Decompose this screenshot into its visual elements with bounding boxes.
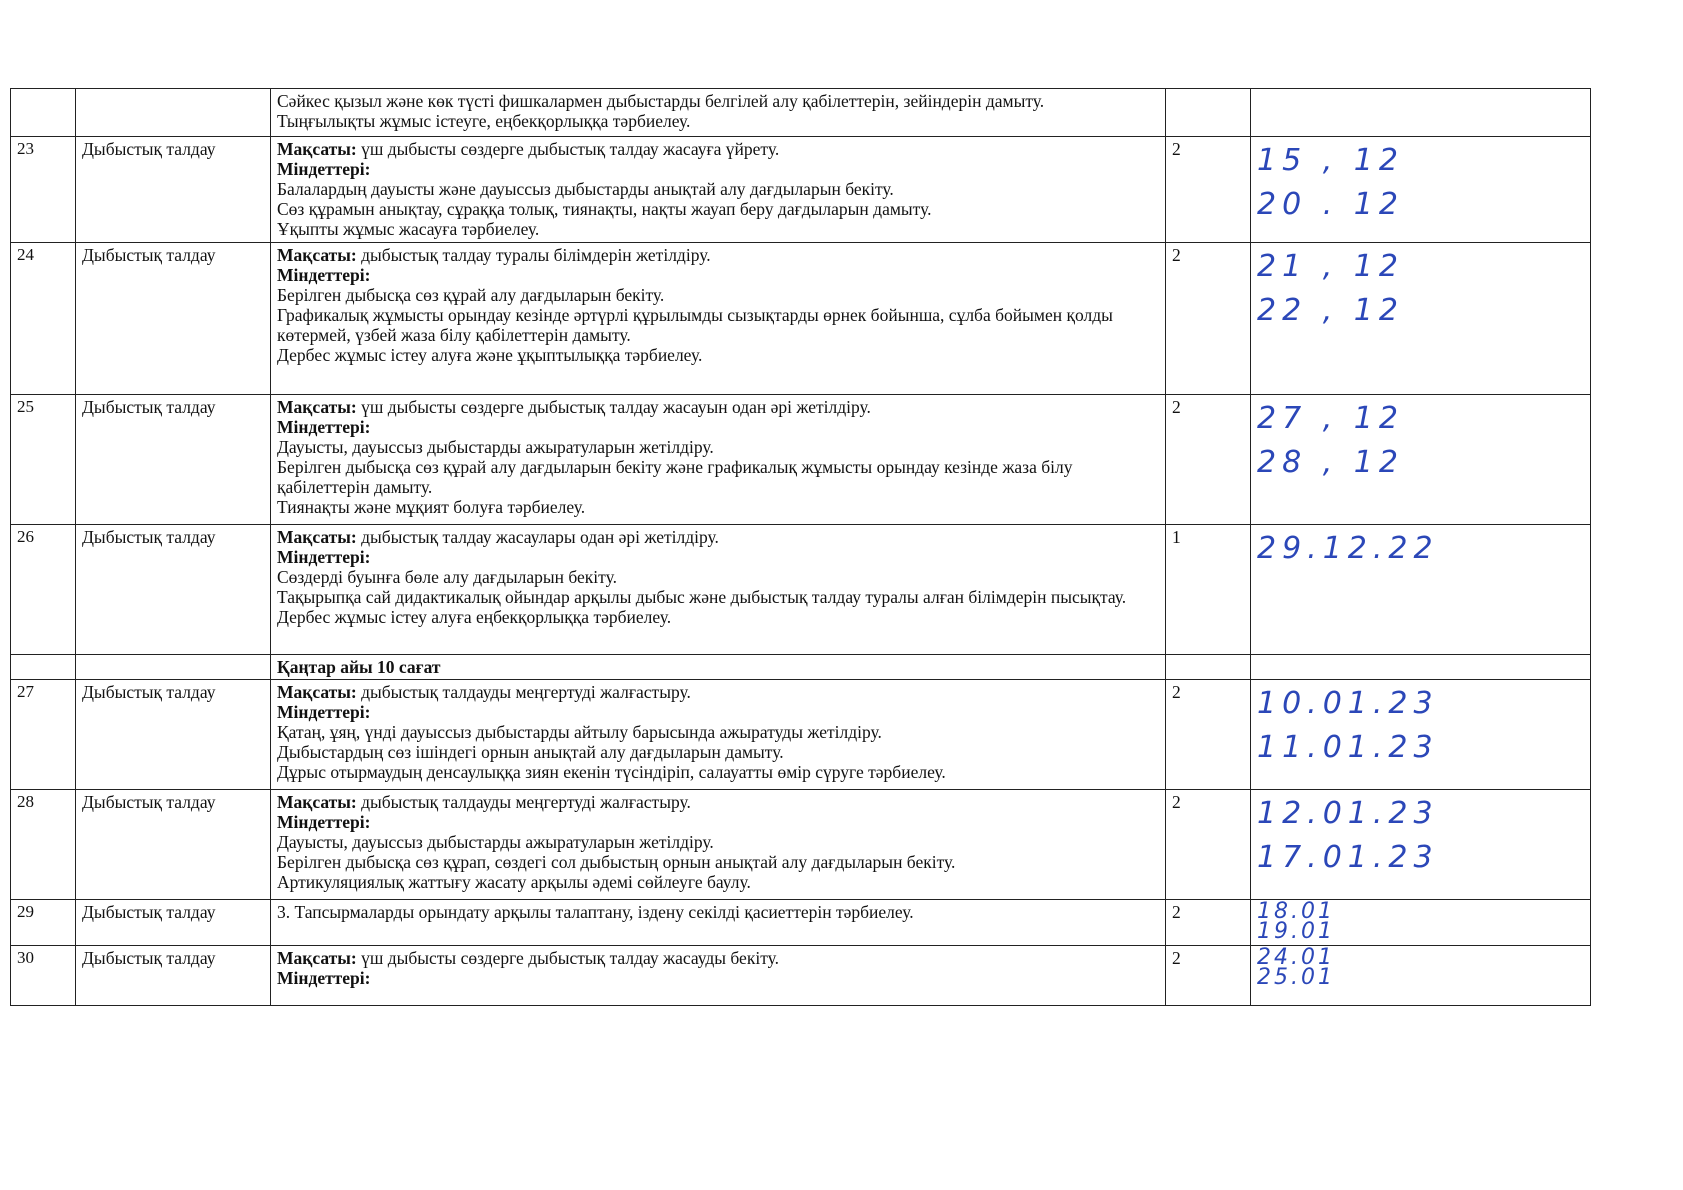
tasks-label: Міндеттері:: [277, 812, 371, 832]
goal-text: дыбыстық талдауды меңгертуді жалғастыру.: [356, 682, 691, 702]
lesson-number-cell: 30: [11, 946, 76, 1006]
task-line: Дауысты, дауыссыз дыбыстарды ажыратуларын жетілдіру.: [277, 437, 714, 457]
goal-line: [277, 792, 1160, 812]
lesson-row: [11, 89, 1591, 137]
task-line: Сөз құрамын анықтау, сұраққа толық, тиянақты, нақты жауап беру дағдыларын дамыту.: [277, 199, 932, 219]
goal-label: Мақсаты:: [277, 792, 357, 812]
date-cell: [1251, 900, 1591, 946]
hours-cell: 2: [1166, 790, 1251, 900]
date-cell: [1251, 655, 1591, 680]
hours-cell: [1166, 655, 1251, 680]
date-cell: [1251, 946, 1591, 1006]
handwritten-date: 20 . 12: [1257, 187, 1404, 222]
goal-line: [277, 948, 1160, 968]
lesson-row: [11, 946, 1591, 1006]
goal-text: үш дыбысты сөздерге дыбыстық талдау жасауға үйрету.: [356, 139, 780, 159]
task-line: Берілген дыбысқа сөз құрап, сөздегі сол дыбыстың орнын анықтай алу дағдыларын бекіту.: [277, 852, 956, 872]
lesson-number-cell: [11, 89, 76, 137]
task-line: Сөздерді буынға бөле алу дағдыларын бекіту.: [277, 567, 617, 587]
task-line: Қатаң, ұяң, үнді дауыссыз дыбыстарды айтылу барысында ажыратуды жетілдіру.: [277, 722, 882, 742]
hours-cell: 2: [1166, 395, 1251, 525]
lesson-topic-cell: Дыбыстық талдау: [76, 946, 271, 1006]
lesson-plan-body: [11, 89, 1591, 1006]
lesson-number-cell: 23: [11, 137, 76, 243]
handwritten-date: 12.01.23: [1257, 796, 1439, 831]
lesson-row: [11, 137, 1591, 243]
date-cell: [1251, 137, 1591, 243]
lesson-row: [11, 900, 1591, 946]
date-cell: [1251, 243, 1591, 395]
month-header-row: [11, 655, 1591, 680]
handwritten-date: 28 , 12: [1257, 445, 1404, 480]
lesson-row: [11, 525, 1591, 655]
hours-cell: 1: [1166, 525, 1251, 655]
task-line: Дербес жұмыс істеу алуға еңбекқорлыққа тәрбиелеу.: [277, 607, 672, 627]
goal-text: дыбыстық талдау жасаулары одан әрі жетілдіру.: [356, 527, 719, 547]
goal-label: Мақсаты:: [277, 397, 357, 417]
goal-line: [277, 397, 1160, 417]
lesson-topic-cell: [76, 89, 271, 137]
handwritten-date: 17.01.23: [1257, 840, 1439, 875]
task-line: Дыбыстардың сөз ішіндегі орнын анықтай алу дағдыларын дамыту.: [277, 742, 784, 762]
task-line: Артикуляциялық жаттығу жасату арқылы әдемі сөйлеуге баулу.: [277, 872, 751, 892]
hours-cell: 2: [1166, 137, 1251, 243]
goal-label: Мақсаты:: [277, 682, 357, 702]
task-line: Берілген дыбысқа сөз құрай алу дағдыларын бекіту.: [277, 285, 665, 305]
tasks-label: Міндеттері:: [277, 547, 371, 567]
tasks-label: Міндеттері:: [277, 968, 371, 988]
date-cell: [1251, 395, 1591, 525]
lesson-content-cell: [271, 946, 1166, 1006]
handwritten-date: 21 , 12: [1257, 249, 1404, 284]
lesson-topic-cell: Дыбыстық талдау: [76, 395, 271, 525]
task-line: Графикалық жұмысты орындау кезінде әртүрлі құрылымды сызықтарды өрнек бойынша, сұлба бойымен қолды көтермей, үзбей жаза білу қабілеттерін дамыту.: [277, 305, 1113, 345]
task-line: Тақырыпқа сай дидактикалық ойындар арқылы дыбыс және дыбыстық талдау туралы алған білімдерін пысықтау.: [277, 587, 1127, 607]
hours-cell: 2: [1166, 680, 1251, 790]
task-line: Берілген дыбысқа сөз құрай алу дағдыларын бекіту және графикалық жұмысты орындау кезінде жаза білу қабілеттерін дамыту.: [277, 457, 1073, 497]
goal-text: үш дыбысты сөздерге дыбыстық талдау жасауын одан әрі жетілдіру.: [356, 397, 871, 417]
lesson-number-cell: 29: [11, 900, 76, 946]
handwritten-date: 29.12.22: [1257, 531, 1439, 566]
date-cell: [1251, 89, 1591, 137]
hours-cell: 2: [1166, 900, 1251, 946]
lesson-content-cell: [271, 790, 1166, 900]
lesson-topic-cell: [76, 655, 271, 680]
date-cell: [1251, 790, 1591, 900]
goal-line: [277, 139, 1160, 159]
lesson-number-cell: [11, 655, 76, 680]
lesson-content-cell: [271, 900, 1166, 946]
task-line: Дербес жұмыс істеу алуға және ұқыптылыққа тәрбиелеу.: [277, 345, 703, 365]
tasks-label: Міндеттері:: [277, 417, 371, 437]
task-line: Дауысты, дауыссыз дыбыстарды ажыратуларын жетілдіру.: [277, 832, 714, 852]
tasks-label: Міндеттері:: [277, 702, 371, 722]
date-cell: [1251, 680, 1591, 790]
lesson-topic-cell: Дыбыстық талдау: [76, 900, 271, 946]
month-label: Қаңтар айы 10 сағат: [277, 657, 441, 677]
lesson-topic-cell: Дыбыстық талдау: [76, 680, 271, 790]
lesson-row: [11, 243, 1591, 395]
task-line: Дұрыс отырмаудың денсаулыққа зиян екенін түсіндіріп, салауатты өмір сүруге тәрбиелеу.: [277, 762, 946, 782]
goal-text: үш дыбысты сөздерге дыбыстық талдау жасауды бекіту.: [356, 948, 779, 968]
date-cell: [1251, 525, 1591, 655]
lesson-content-cell: [271, 525, 1166, 655]
goal-label: Мақсаты:: [277, 245, 357, 265]
hours-cell: 2: [1166, 946, 1251, 1006]
hours-cell: 2: [1166, 243, 1251, 395]
tasks-label: Міндеттері:: [277, 265, 371, 285]
task-line: Ұқыпты жұмыс жасауға тәрбиелеу.: [277, 219, 540, 239]
lesson-row: [11, 680, 1591, 790]
goal-label: Мақсаты:: [277, 948, 357, 968]
goal-line: [277, 527, 1160, 547]
lesson-content-cell: [271, 243, 1166, 395]
lesson-content-cell: [271, 137, 1166, 243]
task-line: Балалардың дауысты және дауыссыз дыбыстарды анықтай алу дағдыларын бекіту.: [277, 179, 894, 199]
handwritten-date: 18.01: [1257, 899, 1335, 924]
lesson-topic-cell: Дыбыстық талдау: [76, 790, 271, 900]
handwritten-date: 24.01: [1257, 945, 1335, 970]
goal-text: дыбыстық талдау туралы білімдерін жетілдіру.: [356, 245, 711, 265]
handwritten-date: 15 , 12: [1257, 143, 1404, 178]
lesson-number-cell: 27: [11, 680, 76, 790]
task-line: Тиянақты және мұқият болуға тәрбиелеу.: [277, 497, 586, 517]
handwritten-date: 25.01: [1257, 965, 1335, 990]
lesson-number-cell: 24: [11, 243, 76, 395]
tasks-label: Міндеттері:: [277, 159, 371, 179]
month-header-cell: [271, 655, 1166, 680]
goal-line: [277, 682, 1160, 702]
handwritten-date: 10.01.23: [1257, 686, 1439, 721]
hours-cell: [1166, 89, 1251, 137]
goal-label: Мақсаты:: [277, 527, 357, 547]
task-line: Тыңғылықты жұмыс істеуге, еңбекқорлыққа тәрбиелеу.: [277, 111, 691, 131]
lesson-row: [11, 790, 1591, 900]
lesson-topic-cell: Дыбыстық талдау: [76, 525, 271, 655]
goal-text: дыбыстық талдауды меңгертуді жалғастыру.: [356, 792, 691, 812]
handwritten-date: 11.01.23: [1257, 730, 1439, 765]
lesson-topic-cell: Дыбыстық талдау: [76, 137, 271, 243]
handwritten-date: 27 , 12: [1257, 401, 1404, 436]
goal-label: Мақсаты:: [277, 139, 357, 159]
lesson-number-cell: 25: [11, 395, 76, 525]
lesson-topic-cell: Дыбыстық талдау: [76, 243, 271, 395]
lesson-plan-table: [10, 88, 1591, 1006]
handwritten-date: 19.01: [1257, 919, 1335, 944]
lesson-content-cell: [271, 89, 1166, 137]
task-line: 3. Тапсырмаларды орындату арқылы талаптану, іздену секілді қасиеттерін тәрбиелеу.: [277, 902, 914, 922]
handwritten-date: 22 , 12: [1257, 293, 1404, 328]
lesson-number-cell: 26: [11, 525, 76, 655]
lesson-content-cell: [271, 395, 1166, 525]
lesson-number-cell: 28: [11, 790, 76, 900]
goal-line: [277, 245, 1160, 265]
lesson-content-cell: [271, 680, 1166, 790]
lesson-row: [11, 395, 1591, 525]
task-line: Сәйкес қызыл және көк түсті фишкалармен дыбыстарды белгілей алу қабілеттерін, зейіндерін дамыту.: [277, 91, 1045, 111]
